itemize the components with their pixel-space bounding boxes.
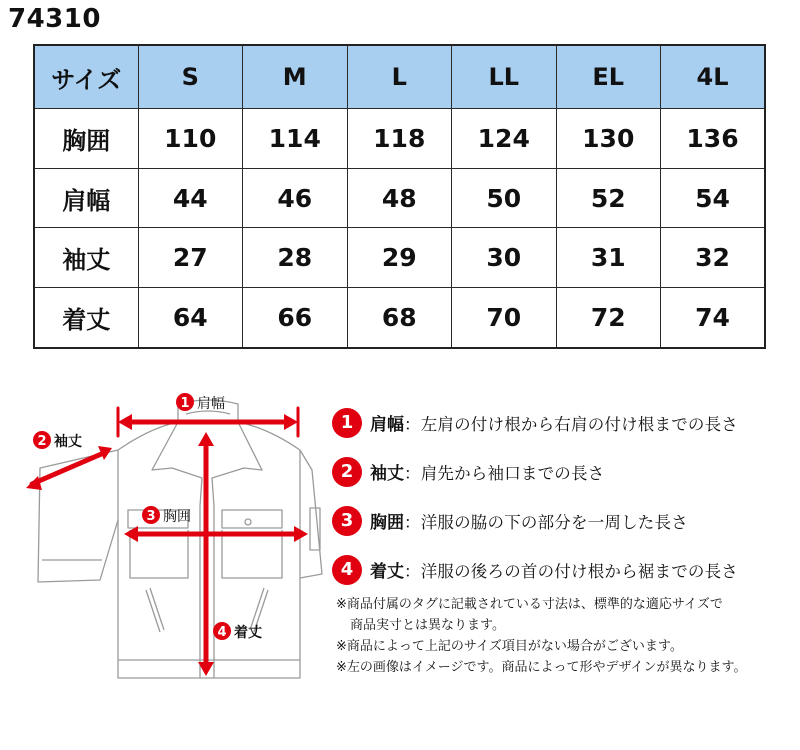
table-cell: 52 [556,168,661,228]
table-cell: 31 [556,228,661,288]
table-cell: 72 [556,288,661,348]
table-cell: 44 [138,168,243,228]
table-cell: 68 [347,288,452,348]
measurement-legend [332,398,792,594]
table-cell: 32 [661,228,766,288]
table-cell: 124 [452,109,557,169]
svg-text:肩幅: 肩幅 [197,396,225,412]
row-label-length: 着丈 [34,288,138,348]
svg-text:3: 3 [146,509,156,524]
size-header-4l: 4L [661,45,766,109]
table-cell: 136 [661,109,766,169]
svg-text:1: 1 [180,396,190,411]
note-line: ※商品付属のタグに記載されている寸法は、標準的な適応サイズで [336,597,723,612]
arrow-heads [26,414,308,676]
product-code: 74310 [8,4,101,34]
table-cell: 130 [556,109,661,169]
number-badge: 2 [332,457,362,487]
table-row [34,168,765,228]
table-cell: 54 [661,168,766,228]
table-cell: 70 [452,288,557,348]
size-table [33,44,766,349]
legend-label: 着丈 [370,562,404,582]
row-label-sleeve: 袖丈 [34,228,138,288]
table-cell: 27 [138,228,243,288]
table-cell: 114 [243,109,348,169]
table-cell: 64 [138,288,243,348]
svg-text:胸囲: 胸囲 [163,509,191,525]
legend-label: 胸囲 [370,513,404,533]
number-badge: 3 [332,506,362,536]
size-header-l: L [347,45,452,109]
legend-description: ：左肩の付け根から右肩の付け根までの長さ [404,414,738,434]
jacket-diagram [0,380,330,750]
number-badge: 1 [332,408,362,438]
table-cell: 30 [452,228,557,288]
table-cell: 50 [452,168,557,228]
table-cell: 118 [347,109,452,169]
diagram-label-shoulder [176,393,225,412]
table-row [34,228,765,288]
legend-description: ：洋服の脇の下の部分を一周した長さ [404,512,688,532]
note-line: ※左の画像はイメージです。商品によって形やデザインが異なります。 [336,660,747,675]
legend-label: 肩幅 [370,415,404,435]
legend-item [332,398,792,447]
svg-text:4: 4 [217,625,227,640]
legend-description: ：洋服の後ろの首の付け根から裾までの長さ [404,561,738,581]
legend-item [332,545,792,594]
svg-text:着丈: 着丈 [234,625,262,641]
size-header-s: S [138,45,243,109]
size-header-el: EL [556,45,661,109]
svg-text:2: 2 [37,434,47,449]
row-label-chest: 胸囲 [34,109,138,169]
note-line: 商品実寸とは異なります。 [350,618,505,633]
legend-label: 袖丈 [370,464,404,484]
notes [336,594,796,678]
size-header-row [34,45,765,109]
legend-description: ：肩先から袖口までの長さ [404,463,605,483]
table-cell: 48 [347,168,452,228]
table-cell: 74 [661,288,766,348]
table-cell: 66 [243,288,348,348]
svg-text:袖丈: 袖丈 [54,434,82,450]
table-cell: 110 [138,109,243,169]
legend-item [332,447,792,496]
note-line: ※商品によって上記のサイズ項目がない場合がございます。 [336,639,683,654]
diagram-label-sleeve [33,431,82,450]
table-cell: 29 [347,228,452,288]
number-badge: 4 [332,555,362,585]
diagram-label-chest [142,506,191,525]
size-header-m: M [243,45,348,109]
table-cell: 46 [243,168,348,228]
size-header-ll: LL [452,45,557,109]
table-cell: 28 [243,228,348,288]
table-row [34,109,765,169]
diagram-label-length [213,622,262,641]
row-label-shoulder: 肩幅 [34,168,138,228]
size-corner-label: サイズ [34,45,138,109]
table-row [34,288,765,348]
legend-item [332,496,792,545]
